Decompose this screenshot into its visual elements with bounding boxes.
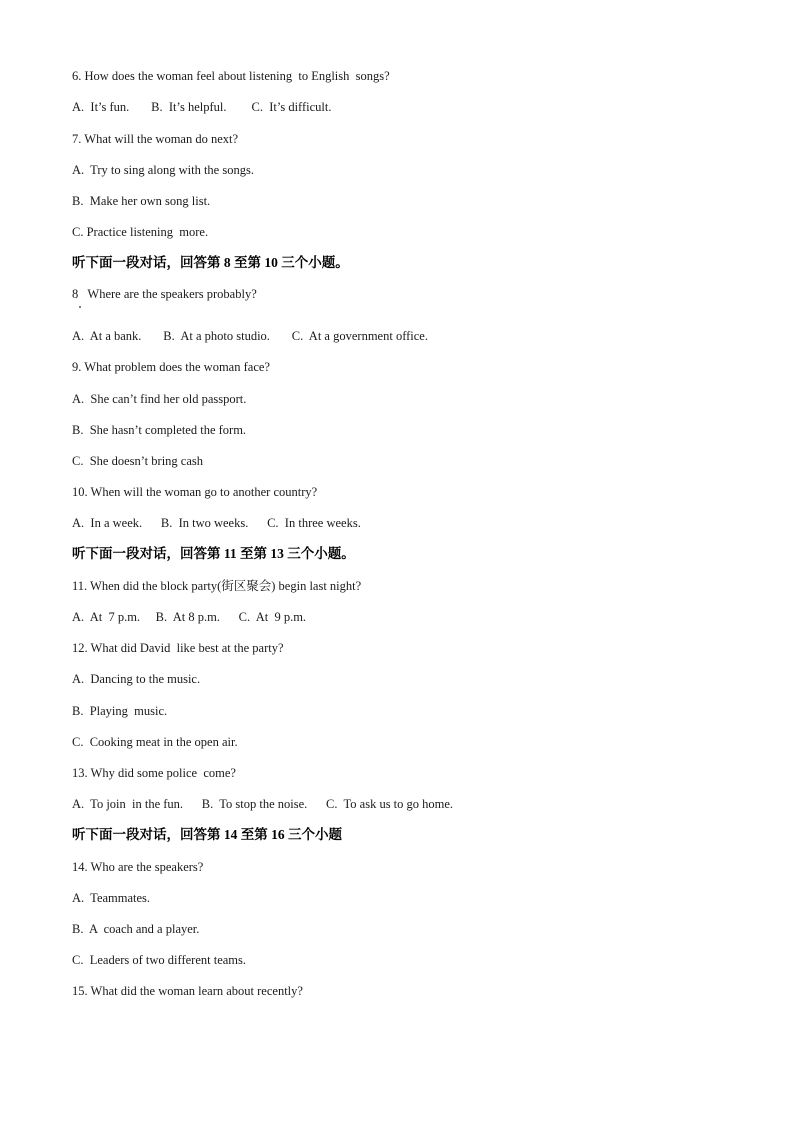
section-heading-8-10: 听下面一段对话，回答第 8 至第 10 三个小题。 — [72, 255, 349, 270]
question-12-option-c: C. Cooking meat in the open air. — [72, 735, 238, 749]
question-9-option-a: A. She can’t find her old passport. — [72, 392, 247, 406]
question-14-option-a: A. Teammates. — [72, 891, 151, 905]
question-13: 13. Why did some police come? — [72, 766, 236, 780]
question-7: 7. What will the woman do next? — [72, 132, 239, 146]
question-7-option-b: B. Make her own song list. — [72, 194, 211, 208]
question-12-option-a: A. Dancing to the music. — [72, 672, 201, 686]
question-15: 15. What did the woman learn about recently? — [72, 984, 303, 998]
question-10-options: A. In a week. B. In two weeks. C. In three weeks. — [72, 516, 361, 530]
stray-dot — [79, 306, 81, 308]
question-9-option-b: B. She hasn’t completed the form. — [72, 423, 247, 437]
question-14: 14. Who are the speakers? — [72, 860, 204, 874]
question-13-options: A. To join in the fun. B. To stop the noise. C. To ask us to go home. — [72, 797, 454, 811]
question-10: 10. When will the woman go to another country? — [72, 485, 318, 499]
question-9: 9. What problem does the woman face? — [72, 360, 270, 374]
question-12: 12. What did David like best at the party? — [72, 641, 284, 655]
section-heading-14-16: 听下面一段对话，回答第 14 至第 16 三个小题 — [72, 827, 342, 842]
question-8-options: A. At a bank. B. At a photo studio. C. At a government office. — [72, 329, 428, 343]
question-14-option-b: B. A coach and a player. — [72, 922, 200, 936]
question-6-options: A. It’s fun. B. It’s helpful. C. It’s difficult. — [72, 100, 332, 114]
section-heading-11-13: 听下面一段对话，回答第 11 至第 13 三个小题。 — [72, 546, 355, 561]
question-6: 6. How does the woman feel about listening to English songs? — [72, 69, 390, 83]
question-7-option-c: C. Practice listening more. — [72, 225, 209, 239]
question-11-options: A. At 7 p.m. B. At 8 p.m. C. At 9 p.m. — [72, 610, 307, 624]
question-8: 8 Where are the speakers probably? — [72, 287, 257, 301]
question-12-option-b: B. Playing music. — [72, 704, 168, 718]
question-11: 11. When did the block party(街区聚会) begin last night? — [72, 579, 362, 593]
question-9-option-c: C. She doesn’t bring cash — [72, 454, 204, 468]
question-7-option-a: A. Try to sing along with the songs. — [72, 163, 254, 177]
question-14-option-c: C. Leaders of two different teams. — [72, 953, 247, 967]
